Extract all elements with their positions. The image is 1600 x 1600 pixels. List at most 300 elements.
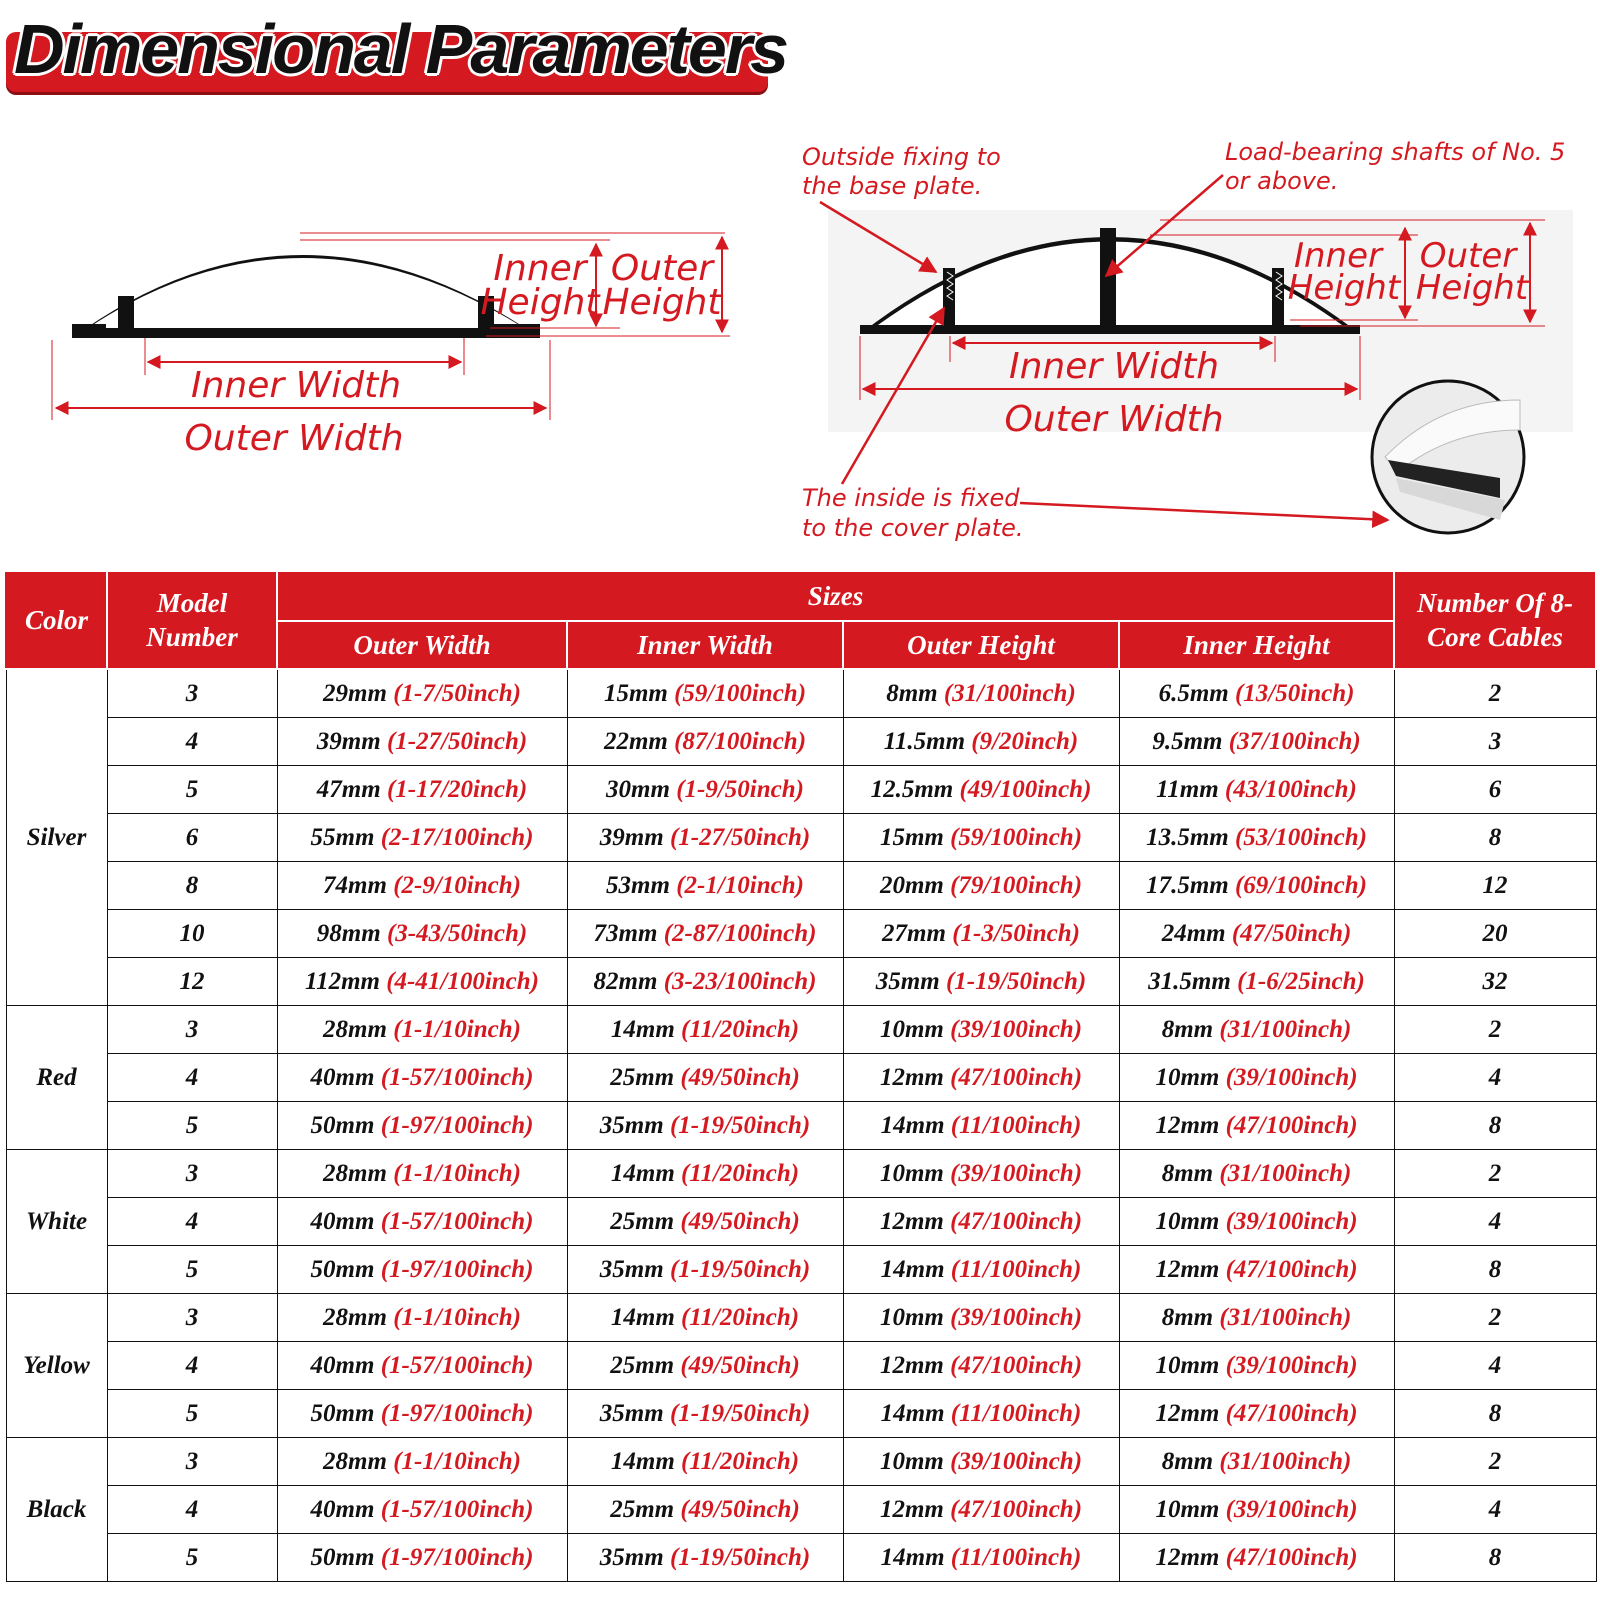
cell-outer-height: [843, 766, 1119, 814]
inch-value: (47/100inch): [1225, 1111, 1358, 1139]
inch-value: (49/50inch): [680, 1063, 800, 1091]
inch-value: (1-1/10inch): [393, 1159, 521, 1187]
cell-color: Red: [6, 1006, 107, 1150]
metric-value: 10mm: [1155, 1495, 1220, 1523]
cell-model-number: 6: [107, 814, 277, 862]
inch-value: (11/20inch): [681, 1303, 800, 1331]
cell-outer-height: [843, 1486, 1119, 1534]
cell-inner-width: [567, 1246, 843, 1294]
metric-value: 35mm: [599, 1543, 664, 1571]
table-row: [6, 1054, 1596, 1102]
left-outer-width-label: Outer Width: [184, 418, 404, 459]
table-row: [6, 910, 1596, 958]
metric-value: 74mm: [323, 871, 387, 899]
inch-value: (39/100inch): [1225, 1351, 1358, 1379]
metric-value: 12mm: [879, 1351, 944, 1379]
table-row: [6, 1390, 1596, 1438]
metric-value: 15mm: [603, 679, 668, 707]
inch-value: (1-1/10inch): [393, 1447, 521, 1475]
header-inner-width: Inner Width: [567, 621, 843, 669]
metric-value: 14mm: [610, 1303, 675, 1331]
inch-value: (1-1/10inch): [393, 1303, 521, 1331]
inch-value: (3-23/100inch): [663, 967, 817, 995]
inch-value: (39/100inch): [950, 1015, 1083, 1043]
cell-outer-height: [843, 1006, 1119, 1054]
note-inside-fixed-1: The inside is fixed: [802, 484, 1020, 512]
note-load-bearing-2: or above.: [1225, 167, 1339, 195]
cell-outer-width: [277, 910, 567, 958]
left-profile: [72, 255, 540, 338]
cell-outer-width: [277, 862, 567, 910]
cell-outer-height: [843, 669, 1119, 718]
inch-value: (9/20inch): [971, 727, 1079, 755]
metric-value: 25mm: [610, 1207, 675, 1235]
cell-inner-width: [567, 669, 843, 718]
cell-inner-width: [567, 1150, 843, 1198]
inch-value: (69/100inch): [1234, 871, 1367, 899]
cell-outer-width: [277, 1006, 567, 1054]
page-title: Dimensional Parameters: [14, 10, 788, 88]
cell-inner-height: [1119, 669, 1394, 718]
table-row: [6, 862, 1596, 910]
cell-outer-width: [277, 1438, 567, 1486]
inch-value: (1-97/100inch): [380, 1399, 534, 1427]
cell-cable-count: 8: [1394, 1390, 1596, 1438]
inch-value: (53/100inch): [1234, 823, 1367, 851]
cell-model-number: 3: [107, 1438, 277, 1486]
cell-inner-height: [1119, 910, 1394, 958]
cell-outer-height: [843, 958, 1119, 1006]
table-row: [6, 1438, 1596, 1486]
cell-inner-height: [1119, 1534, 1394, 1582]
spec-table-body: [6, 669, 1596, 1582]
table-row: [6, 1534, 1596, 1582]
metric-value: 28mm: [323, 1159, 387, 1187]
inch-value: (47/100inch): [950, 1351, 1083, 1379]
header-cables-line2: Core Cables: [1427, 622, 1563, 652]
cell-cable-count: 8: [1394, 1102, 1596, 1150]
cell-model-number: 3: [107, 1150, 277, 1198]
metric-value: 13.5mm: [1146, 823, 1229, 851]
cell-inner-width: [567, 862, 843, 910]
cell-model-number: 8: [107, 862, 277, 910]
metric-value: 28mm: [323, 1015, 387, 1043]
metric-value: 14mm: [880, 1255, 945, 1283]
cell-inner-width: [567, 1102, 843, 1150]
metric-value: 8mm: [1161, 1447, 1214, 1475]
inch-value: (31/100inch): [1219, 1015, 1352, 1043]
metric-value: 47mm: [316, 775, 381, 803]
cell-cable-count: 4: [1394, 1198, 1596, 1246]
inch-value: (49/100inch): [959, 775, 1092, 803]
note-load-bearing-1: Load-bearing shafts of No. 5: [1225, 138, 1566, 166]
cell-model-number: 3: [107, 669, 277, 718]
table-row: [6, 1294, 1596, 1342]
metric-value: 8mm: [886, 679, 938, 707]
metric-value: 12mm: [1155, 1399, 1220, 1427]
cell-inner-width: [567, 1198, 843, 1246]
cell-cable-count: 20: [1394, 910, 1596, 958]
header-outer-width: Outer Width: [277, 621, 567, 669]
right-outer-height-label-2: Height: [1415, 268, 1529, 308]
table-row: [6, 1102, 1596, 1150]
metric-value: 20mm: [879, 871, 944, 899]
cell-inner-width: [567, 1006, 843, 1054]
inch-value: (1-9/50inch): [676, 775, 804, 803]
metric-value: 12mm: [879, 1495, 944, 1523]
cell-model-number: 10: [107, 910, 277, 958]
cell-outer-width: [277, 1342, 567, 1390]
inch-value: (11/20inch): [681, 1159, 800, 1187]
inch-value: (11/100inch): [950, 1399, 1082, 1427]
right-inner-height-label-1: Inner: [1293, 236, 1383, 276]
cell-inner-height: [1119, 1486, 1394, 1534]
cell-cable-count: 2: [1394, 1294, 1596, 1342]
inch-value: (11/100inch): [950, 1111, 1082, 1139]
title-banner: [6, 6, 788, 92]
metric-value: 14mm: [880, 1543, 945, 1571]
right-outer-height-label-1: Outer: [1419, 236, 1517, 276]
left-inner-width-label: Inner Width: [190, 365, 402, 406]
metric-value: 17.5mm: [1146, 871, 1229, 899]
metric-value: 10mm: [879, 1159, 944, 1187]
inch-value: (39/100inch): [950, 1447, 1083, 1475]
inch-value: (39/100inch): [1225, 1495, 1358, 1523]
cell-outer-height: [843, 1342, 1119, 1390]
metric-value: 15mm: [879, 823, 944, 851]
inch-value: (31/100inch): [943, 679, 1076, 707]
inch-value: (1-19/50inch): [945, 967, 1087, 995]
metric-value: 50mm: [310, 1255, 375, 1283]
inch-value: (31/100inch): [1219, 1303, 1352, 1331]
metric-value: 39mm: [599, 823, 664, 851]
inch-value: (2-87/100inch): [663, 919, 817, 947]
cell-cable-count: 3: [1394, 718, 1596, 766]
inch-value: (47/100inch): [950, 1207, 1083, 1235]
cell-outer-width: [277, 766, 567, 814]
inch-value: (47/50inch): [1231, 919, 1352, 947]
header-model-line1: Model: [156, 588, 228, 618]
cell-inner-width: [567, 718, 843, 766]
table-row: [6, 1198, 1596, 1246]
cell-inner-width: [567, 766, 843, 814]
inch-value: (11/100inch): [950, 1255, 1082, 1283]
cell-cable-count: 32: [1394, 958, 1596, 1006]
inch-value: (87/100inch): [674, 727, 807, 755]
metric-value: 31.5mm: [1148, 967, 1231, 995]
metric-value: 14mm: [880, 1111, 945, 1139]
cell-outer-height: [843, 1198, 1119, 1246]
inch-value: (2-1/10inch): [676, 871, 804, 899]
cell-outer-width: [277, 1294, 567, 1342]
cell-cable-count: 2: [1394, 1150, 1596, 1198]
metric-value: 39mm: [316, 727, 381, 755]
inch-value: (1-97/100inch): [380, 1543, 534, 1571]
cell-model-number: 4: [107, 1054, 277, 1102]
cell-cable-count: 4: [1394, 1054, 1596, 1102]
cell-cable-count: 2: [1394, 669, 1596, 718]
cell-inner-height: [1119, 862, 1394, 910]
inch-value: (1-57/100inch): [380, 1495, 534, 1523]
cell-model-number: 4: [107, 1486, 277, 1534]
metric-value: 10mm: [1155, 1351, 1220, 1379]
table-row: [6, 669, 1596, 718]
cell-model-number: 4: [107, 1198, 277, 1246]
cell-model-number: 5: [107, 1246, 277, 1294]
cell-inner-height: [1119, 718, 1394, 766]
metric-value: 28mm: [323, 1447, 387, 1475]
inch-value: (59/100inch): [950, 823, 1083, 851]
cell-cable-count: 6: [1394, 766, 1596, 814]
cell-inner-width: [567, 1342, 843, 1390]
inch-value: (43/100inch): [1224, 775, 1357, 803]
metric-value: 14mm: [610, 1447, 675, 1475]
metric-value: 35mm: [599, 1111, 664, 1139]
cell-outer-width: [277, 669, 567, 718]
inch-value: (47/100inch): [1225, 1399, 1358, 1427]
cell-model-number: 5: [107, 1390, 277, 1438]
metric-value: 40mm: [310, 1495, 375, 1523]
cell-cable-count: 2: [1394, 1438, 1596, 1486]
metric-value: 12mm: [879, 1063, 944, 1091]
metric-value: 11mm: [1156, 775, 1219, 803]
cell-outer-height: [843, 1294, 1119, 1342]
cell-inner-height: [1119, 1246, 1394, 1294]
inch-value: (1-97/100inch): [380, 1255, 534, 1283]
header-model: [107, 571, 277, 669]
product-photo-inset: [1372, 381, 1524, 533]
metric-value: 11.5mm: [883, 727, 966, 755]
inch-value: (49/50inch): [680, 1495, 800, 1523]
inch-value: (11/20inch): [681, 1447, 800, 1475]
metric-value: 10mm: [879, 1303, 944, 1331]
cell-outer-height: [843, 718, 1119, 766]
inch-value: (1-19/50inch): [669, 1399, 811, 1427]
inch-value: (47/100inch): [1225, 1255, 1358, 1283]
cell-outer-height: [843, 1246, 1119, 1294]
metric-value: 50mm: [310, 1399, 375, 1427]
inch-value: (1-19/50inch): [669, 1255, 811, 1283]
table-row: [6, 718, 1596, 766]
inch-value: (31/100inch): [1219, 1447, 1352, 1475]
metric-value: 10mm: [879, 1015, 944, 1043]
metric-value: 40mm: [310, 1351, 375, 1379]
cell-model-number: 4: [107, 1342, 277, 1390]
inch-value: (11/100inch): [950, 1543, 1082, 1571]
cell-cable-count: 8: [1394, 1246, 1596, 1294]
note-outside-fixing-2: the base plate.: [802, 172, 983, 200]
cell-model-number: 5: [107, 1102, 277, 1150]
inch-value: (47/100inch): [950, 1063, 1083, 1091]
metric-value: 29mm: [323, 679, 387, 707]
metric-value: 10mm: [1155, 1207, 1220, 1235]
metric-value: 50mm: [310, 1111, 375, 1139]
metric-value: 82mm: [593, 967, 658, 995]
inch-value: (1-97/100inch): [380, 1111, 534, 1139]
cell-outer-width: [277, 1198, 567, 1246]
metric-value: 25mm: [610, 1351, 675, 1379]
cell-outer-width: [277, 814, 567, 862]
inch-value: (1-19/50inch): [669, 1543, 811, 1571]
metric-value: 8mm: [1161, 1159, 1214, 1187]
cell-inner-height: [1119, 1054, 1394, 1102]
inch-value: (3-43/50inch): [386, 919, 528, 947]
inch-value: (39/100inch): [950, 1159, 1083, 1187]
inch-value: (1-7/50inch): [393, 679, 521, 707]
inch-value: (2-9/10inch): [393, 871, 521, 899]
cell-color: White: [6, 1150, 107, 1294]
cell-inner-height: [1119, 814, 1394, 862]
inch-value: (37/100inch): [1228, 727, 1361, 755]
cell-inner-width: [567, 958, 843, 1006]
metric-value: 40mm: [310, 1207, 375, 1235]
spec-table: [5, 570, 1597, 1582]
metric-value: 12mm: [1155, 1111, 1220, 1139]
right-inner-width-label: Inner Width: [1008, 346, 1220, 387]
table-row: [6, 1006, 1596, 1054]
cell-model-number: 4: [107, 718, 277, 766]
note-outside-fixing-1: Outside fixing to: [802, 143, 1001, 171]
metric-value: 12.5mm: [870, 775, 954, 803]
inch-value: (39/100inch): [950, 1303, 1083, 1331]
inch-value: (59/100inch): [674, 679, 807, 707]
cell-inner-height: [1119, 1150, 1394, 1198]
inch-value: (39/100inch): [1225, 1063, 1358, 1091]
inch-value: (1-17/20inch): [386, 775, 528, 803]
inch-value: (1-57/100inch): [380, 1351, 534, 1379]
inch-value: (47/100inch): [1225, 1543, 1358, 1571]
cell-inner-width: [567, 910, 843, 958]
table-row: [6, 958, 1596, 1006]
inch-value: (1-3/50inch): [952, 919, 1080, 947]
inch-value: (11/20inch): [681, 1015, 800, 1043]
cell-outer-height: [843, 1054, 1119, 1102]
cell-inner-width: [567, 1486, 843, 1534]
right-outer-width-label: Outer Width: [1004, 399, 1224, 440]
cell-outer-height: [843, 910, 1119, 958]
left-outer-height-label-1: Outer: [610, 248, 714, 289]
header-model-line2: Number: [146, 622, 238, 652]
inch-value: (31/100inch): [1219, 1159, 1352, 1187]
cell-outer-width: [277, 1102, 567, 1150]
cell-outer-height: [843, 1102, 1119, 1150]
metric-value: 9.5mm: [1152, 727, 1223, 755]
cell-outer-width: [277, 1150, 567, 1198]
cell-inner-width: [567, 1054, 843, 1102]
metric-value: 50mm: [310, 1543, 375, 1571]
metric-value: 35mm: [599, 1399, 664, 1427]
metric-value: 22mm: [603, 727, 668, 755]
cell-color: Black: [6, 1438, 107, 1582]
metric-value: 12mm: [1155, 1543, 1220, 1571]
inch-value: (1-57/100inch): [380, 1063, 534, 1091]
cell-outer-width: [277, 1390, 567, 1438]
left-inner-height-label-2: Height: [480, 282, 600, 323]
cell-cable-count: 8: [1394, 814, 1596, 862]
metric-value: 12mm: [1155, 1255, 1220, 1283]
metric-value: 35mm: [875, 967, 940, 995]
metric-value: 53mm: [606, 871, 670, 899]
metric-value: 73mm: [593, 919, 658, 947]
cell-model-number: 3: [107, 1294, 277, 1342]
cell-model-number: 3: [107, 1006, 277, 1054]
cell-inner-width: [567, 1534, 843, 1582]
cell-outer-height: [843, 1438, 1119, 1486]
table-row: [6, 1486, 1596, 1534]
header-inner-height: Inner Height: [1119, 621, 1394, 669]
inch-value: (1-1/10inch): [393, 1015, 521, 1043]
metric-value: 25mm: [610, 1063, 675, 1091]
inch-value: (79/100inch): [950, 871, 1083, 899]
cell-color: Silver: [6, 669, 107, 1006]
cell-inner-height: [1119, 1198, 1394, 1246]
header-sizes: Sizes: [277, 571, 1394, 621]
table-row: [6, 766, 1596, 814]
metric-value: 12mm: [879, 1207, 944, 1235]
cell-inner-height: [1119, 1342, 1394, 1390]
metric-value: 30mm: [606, 775, 670, 803]
cell-inner-width: [567, 814, 843, 862]
table-row: [6, 1150, 1596, 1198]
metric-value: 14mm: [880, 1399, 945, 1427]
metric-value: 98mm: [316, 919, 381, 947]
metric-value: 40mm: [310, 1063, 375, 1091]
note-inside-fixed-2: to the cover plate.: [802, 514, 1024, 542]
table-row: [6, 814, 1596, 862]
left-outer-height-label-2: Height: [602, 282, 722, 323]
cell-inner-height: [1119, 1294, 1394, 1342]
cell-inner-width: [567, 1438, 843, 1486]
inch-value: (49/50inch): [680, 1351, 800, 1379]
cell-outer-width: [277, 1534, 567, 1582]
cell-inner-width: [567, 1294, 843, 1342]
metric-value: 25mm: [610, 1495, 675, 1523]
cell-outer-width: [277, 1486, 567, 1534]
metric-value: 112mm: [304, 967, 380, 995]
cell-outer-width: [277, 958, 567, 1006]
cell-outer-height: [843, 862, 1119, 910]
left-inner-height-label-1: Inner: [493, 248, 587, 289]
table-row: [6, 1342, 1596, 1390]
cell-inner-width: [567, 1390, 843, 1438]
cell-outer-width: [277, 1054, 567, 1102]
cell-inner-height: [1119, 1006, 1394, 1054]
inch-value: (13/50inch): [1234, 679, 1355, 707]
cell-color: Yellow: [6, 1294, 107, 1438]
metric-value: 35mm: [599, 1255, 664, 1283]
cell-cable-count: 12: [1394, 862, 1596, 910]
cell-model-number: 5: [107, 766, 277, 814]
metric-value: 6.5mm: [1158, 679, 1229, 707]
cell-outer-height: [843, 1390, 1119, 1438]
cell-outer-width: [277, 718, 567, 766]
metric-value: 55mm: [310, 823, 375, 851]
inch-value: (1-27/50inch): [386, 727, 528, 755]
inch-value: (39/100inch): [1225, 1207, 1358, 1235]
cell-inner-height: [1119, 766, 1394, 814]
inch-value: (1-6/25inch): [1237, 967, 1365, 995]
inch-value: (1-19/50inch): [669, 1111, 811, 1139]
cell-outer-width: [277, 1246, 567, 1294]
cell-inner-height: [1119, 1102, 1394, 1150]
dimension-diagrams: [0, 100, 1600, 555]
cell-inner-height: [1119, 958, 1394, 1006]
header-color: Color: [6, 571, 107, 669]
metric-value: 14mm: [610, 1159, 675, 1187]
cell-cable-count: 2: [1394, 1006, 1596, 1054]
metric-value: 8mm: [1161, 1303, 1214, 1331]
inch-value: (1-27/50inch): [669, 823, 811, 851]
